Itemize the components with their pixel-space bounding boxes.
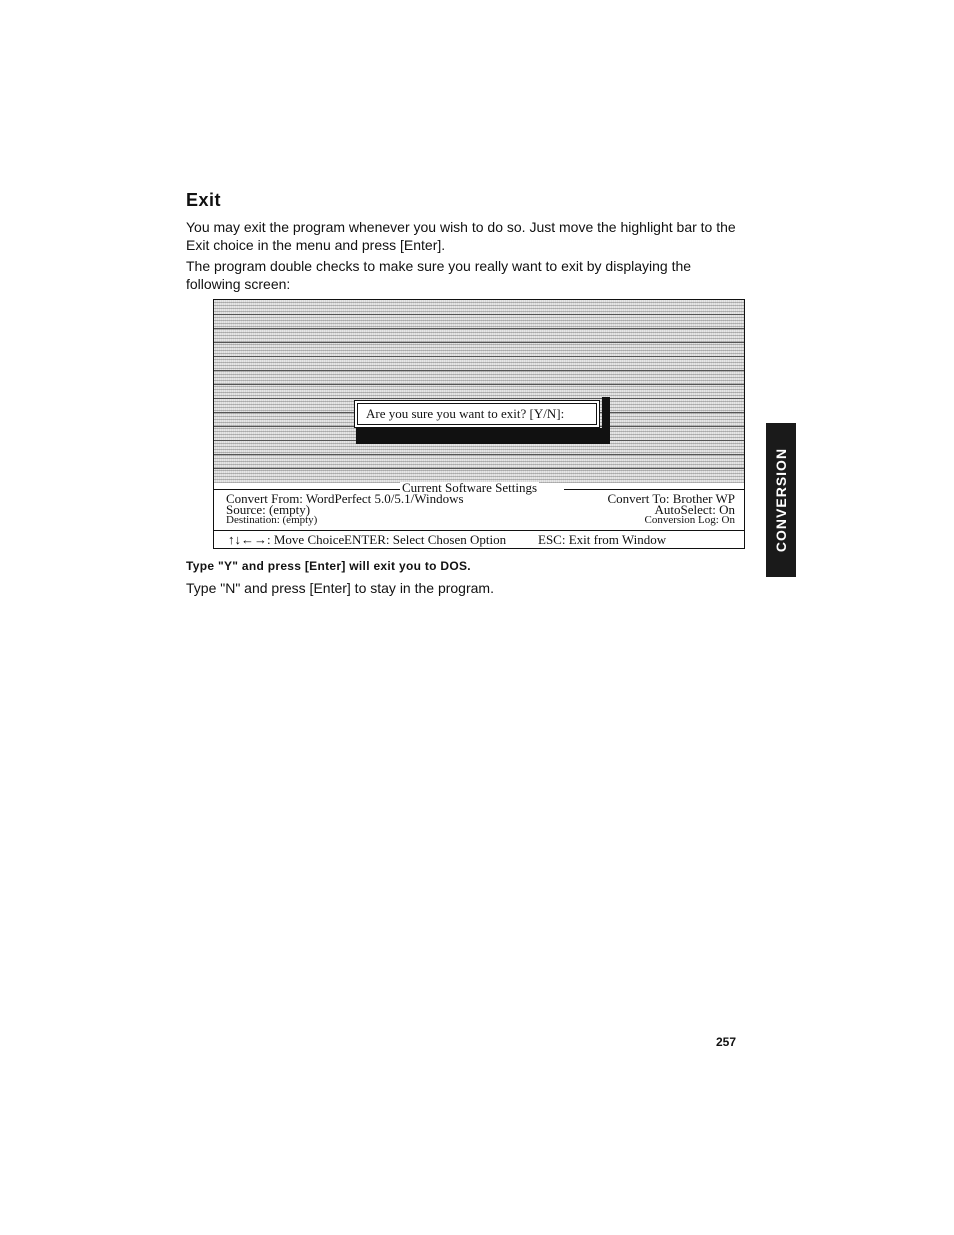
exit-prompt[interactable]: Are you sure you want to exit? [Y/N]: bbox=[357, 403, 597, 425]
section-title: Exit bbox=[186, 190, 222, 210]
paragraph-double-check: The program double checks to make sure you really want to exit by displaying the following screen: bbox=[186, 258, 692, 292]
source: Source: (empty) bbox=[226, 502, 311, 517]
key-help-bar bbox=[214, 530, 744, 549]
background-pattern bbox=[214, 300, 744, 483]
paragraph-type-n: Type "N" and press [Enter] to stay in the program. bbox=[186, 580, 494, 596]
dialog-shadow-side bbox=[602, 397, 610, 443]
settings-rule-left bbox=[214, 489, 402, 490]
footer-move-choice: ↑↓←→: Move Choice bbox=[228, 532, 345, 547]
dialog-shadow bbox=[356, 428, 610, 444]
conversion-side-tab bbox=[766, 423, 796, 577]
side-tab-label: CONVERSION bbox=[773, 447, 789, 553]
paragraph-exit-instructions: You may exit the program whenever you wish to do so. Just move the highlight bar to the Exit choice in the menu and press [Enter]. bbox=[186, 219, 736, 253]
conversion-log: Conversion Log: On bbox=[644, 514, 735, 526]
convert-to: Convert To: Brother WP bbox=[607, 491, 735, 506]
page-number: 257 bbox=[716, 1035, 737, 1049]
current-settings-panel bbox=[214, 480, 744, 530]
exit-confirmation-screen bbox=[213, 299, 745, 549]
convert-from: Convert From: WordPerfect 5.0/5.1/Windows bbox=[226, 491, 464, 506]
settings-rule-right bbox=[564, 489, 744, 490]
settings-title: Current Software Settings bbox=[402, 480, 538, 495]
footer-esc: ESC: Exit from Window bbox=[538, 532, 667, 547]
autoselect: AutoSelect: On bbox=[654, 502, 735, 517]
destination: Destination: (empty) bbox=[226, 514, 318, 526]
exit-dialog[interactable] bbox=[354, 400, 600, 428]
caption-type-y: Type "Y" and press [Enter] will exit you to DOS. bbox=[186, 559, 471, 573]
footer-enter: ENTER: Select Chosen Option bbox=[344, 532, 507, 547]
